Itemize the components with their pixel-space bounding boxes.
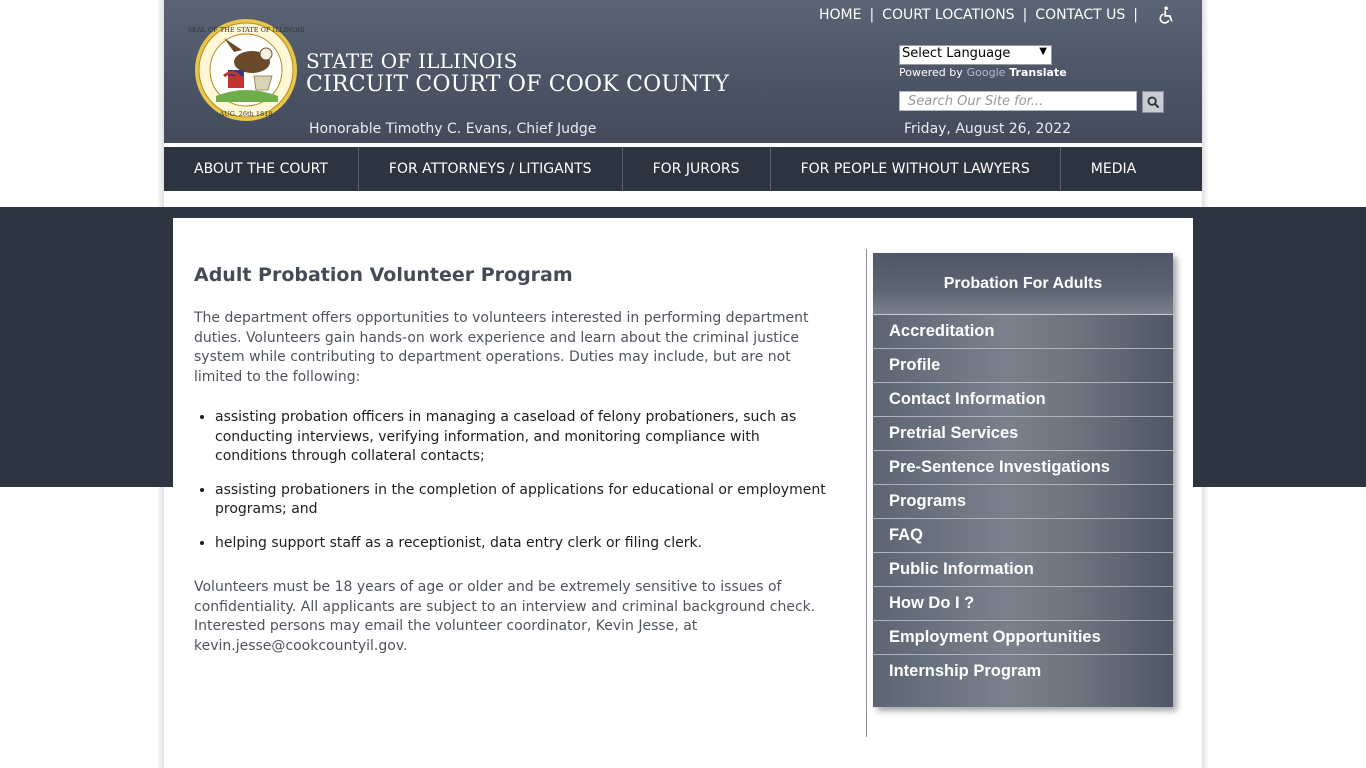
- link-separator: |: [1022, 7, 1028, 23]
- nav-about-the-court[interactable]: ABOUT THE COURT: [164, 147, 359, 191]
- powered-by-google: [899, 66, 1067, 79]
- nav-for-people-without-lawyers[interactable]: FOR PEOPLE WITHOUT LAWYERS: [771, 147, 1061, 191]
- intro-paragraph: The department offers opportunities to volunteers interested in performing department duties. Volunteers gain hands-on work experience and learn about the criminal justice system while contributing to department operations. Duties may include, but are not limited to the following:: [194, 310, 809, 385]
- contact-us-link[interactable]: CONTACT US: [1035, 7, 1126, 23]
- duties-list: [194, 408, 830, 567]
- side-menu-item-pretrial-services[interactable]: Pretrial Services: [873, 417, 1173, 451]
- site-search-input[interactable]: Search Our Site for...: [899, 91, 1137, 111]
- side-menu-item-internship-program[interactable]: Internship Program: [889, 662, 1042, 680]
- side-menu-item-contact-information[interactable]: Contact Information: [873, 383, 1173, 417]
- side-menu-item-programs[interactable]: Programs: [873, 485, 1173, 519]
- list-item: • assisting probation officers in managing a caseload of felony probationers, such as conducting interviews, verifying information, and monitoring compliance with conditions through collateral contacts;: [215, 408, 830, 467]
- side-menu-item-how-do-i[interactable]: How Do I ?: [873, 587, 1173, 621]
- google-logo-text: Google: [966, 66, 1006, 79]
- nav-spacer: [164, 191, 1202, 207]
- site-title[interactable]: [306, 49, 729, 97]
- home-link[interactable]: HOME: [818, 7, 862, 23]
- language-select[interactable]: [899, 45, 1052, 65]
- current-date: Friday, August 26, 2022: [904, 121, 1072, 137]
- side-menu-item-pre-sentence-investigations[interactable]: Pre-Sentence Investigations: [873, 451, 1173, 485]
- side-menu-item-accreditation[interactable]: Accreditation: [873, 315, 1173, 349]
- side-menu: [873, 253, 1173, 707]
- side-menu-item-profile[interactable]: Profile: [873, 349, 1173, 383]
- site-title-court: CIRCUIT COURT OF COOK COUNTY: [306, 72, 730, 97]
- nav-media[interactable]: MEDIA: [1090, 161, 1137, 177]
- side-menu-item-faq[interactable]: FAQ: [873, 519, 1173, 553]
- list-item: • assisting probationers in the completion of applications for educational or employment programs; and: [215, 481, 830, 520]
- link-separator: |: [1133, 7, 1138, 23]
- state-seal-logo[interactable]: [187, 18, 305, 122]
- chevron-down-icon: ▼: [1039, 46, 1047, 57]
- svg-text:AUG. 26th 1818: AUG. 26th 1818: [219, 110, 273, 118]
- main-nav: [164, 147, 1202, 191]
- search-icon: [1147, 96, 1160, 109]
- svg-text:SEAL OF THE STATE OF ILLINOIS: SEAL OF THE STATE OF ILLINOIS: [187, 26, 305, 34]
- page-heading: Adult Probation Volunteer Program: [194, 264, 573, 286]
- search-button[interactable]: [1142, 91, 1164, 113]
- accessibility-icon[interactable]: [1158, 6, 1176, 24]
- site-title-state: STATE OF ILLINOIS: [306, 49, 518, 73]
- court-locations-link[interactable]: COURT LOCATIONS: [882, 7, 1015, 23]
- language-select-value: Select Language: [902, 46, 1011, 61]
- side-menu-item-employment-opportunities[interactable]: Employment Opportunities: [873, 621, 1173, 655]
- link-separator: |: [869, 7, 875, 23]
- side-menu-title[interactable]: Probation For Adults: [873, 253, 1173, 315]
- nav-for-attorneys-litigants[interactable]: FOR ATTORNEYS / LITIGANTS: [359, 147, 623, 191]
- chief-judge-subtitle: Honorable Timothy C. Evans, Chief Judge: [309, 121, 597, 137]
- nav-for-jurors[interactable]: FOR JURORS: [623, 147, 771, 191]
- content-card: [173, 218, 1193, 768]
- powered-by-label: Powered by: [899, 66, 963, 79]
- list-item: • helping support staff as a receptionist, data entry clerk or filing clerk.: [215, 534, 830, 554]
- closing-paragraph: Volunteers must be 18 years of age or older and be extremely sensitive to issues of confidentiality. All applicants are subject to an interview and criminal background check. Interested persons may email the volunteer coordinator, Kevin Jesse, at kevin.jesse@cookcountyil.gov.: [194, 579, 816, 654]
- top-links: [819, 6, 1176, 24]
- header-divider: [164, 143, 1202, 146]
- translate-link[interactable]: Translate: [1009, 66, 1067, 79]
- vertical-divider: [866, 249, 867, 737]
- side-menu-item-public-information[interactable]: Public Information: [873, 553, 1173, 587]
